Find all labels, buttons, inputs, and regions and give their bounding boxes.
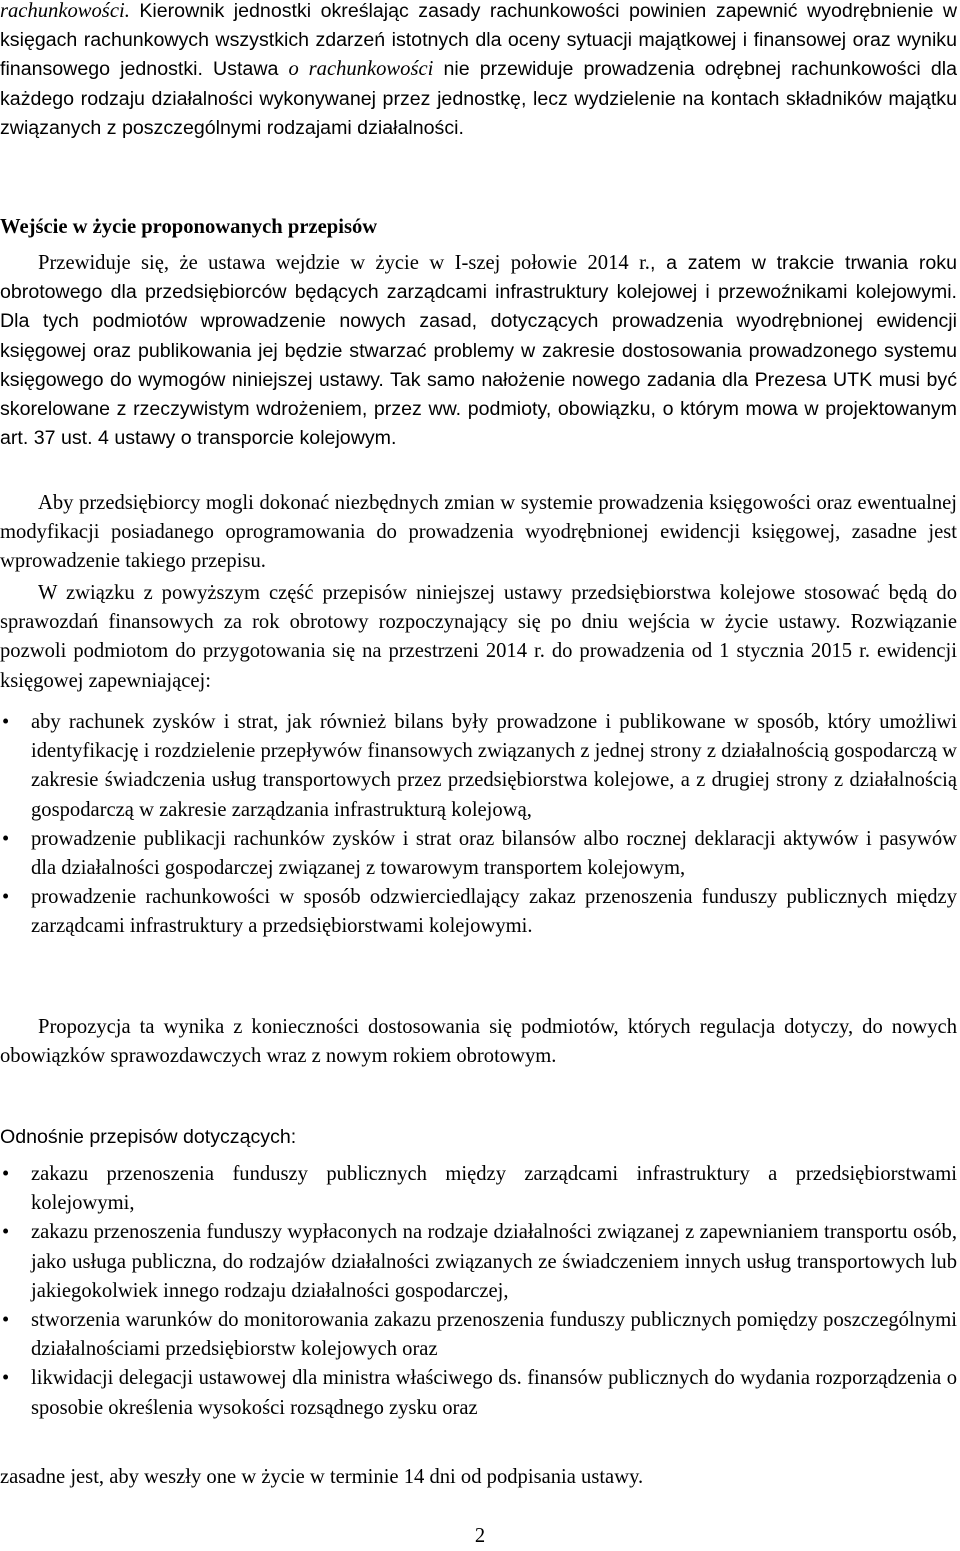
list-item-text: prowadzenie rachunkowości w sposób odzwierciedlający zakaz przenoszenia funduszy publicznych między zarządcami infrastruktury a przedsiębiorstwami kolejowymi. xyxy=(31,886,957,938)
list-item-text: zakazu przenoszenia funduszy publicznych między zarządcami infrastruktury a przedsiębiorstwami kolejowymi, xyxy=(31,1163,957,1215)
intro-run-sans-end: nie przewiduje prowadzenia odrębnej rachunkowości dla każdego rodzaju działalności wykonywanej przez jednostkę, lecz wydzielenie na kontach składników majątku związanych z poszczególnymi rodzajami działalności. xyxy=(0,58,958,139)
intro-run-sans: Kierownik jednostki określając zasady rachunkowości powinien zapewnić wyodrębnienie w księgach rachunkowych wszystkich zdarzeń istotnych dla oceny sytuacji majątkowej i finansowej oraz wyniku finansowego jednostki. Ustawa xyxy=(0,0,957,81)
intro-run-italic-title: o rachunkowości xyxy=(288,58,434,81)
intro-run-italic: rachunkowości. xyxy=(0,0,130,22)
bullet-icon: • xyxy=(2,1221,10,1244)
intro-paragraph xyxy=(0,0,957,143)
w-zwiazku-paragraph: W związku z powyższym część przepisów niniejszej ustawy przedsiębiorstwa kolejowe stosować będą do sprawozdań finansowych za rok obrotowy rozpoczynający się po dniu wejścia w życie ustawy. Rozwiązanie pozwoli podmiotom do przygotowania się na przestrzeni 2014 r. do prowadzenia od 1 stycznia 2015 r. ewidencji księgowej zapewniającej: xyxy=(0,582,957,692)
list-item xyxy=(0,883,957,941)
list-item-text: stworzenia warunków do monitorowania zakazu przenoszenia funduszy publicznych pomiędzy poszczególnymi działalnościami przedsiębiorstw kolejowych oraz xyxy=(31,1309,957,1361)
final-paragraph: zasadne jest, aby weszły one w życie w terminie 14 dni od podpisania ustawy. xyxy=(0,1466,644,1488)
bullet-list-provisions xyxy=(0,1160,957,1423)
bullet-icon: • xyxy=(2,711,10,733)
list-item xyxy=(0,1160,957,1218)
odnosnie-paragraph: Odnośnie przepisów dotyczących: xyxy=(0,1126,297,1148)
page-number: 2 xyxy=(474,1525,486,1547)
list-item xyxy=(0,1218,957,1306)
list-item xyxy=(0,708,957,825)
list-item-text: likwidacji delegacji ustawowej dla ministra właściwego ds. finansów publicznych do wydania rozporządzenia o sposobie określenia wysokości rozsądnego zysku oraz xyxy=(31,1367,957,1419)
entry-run-body: , a zatem w trakcie trwania roku obrotowego dla przedsiębiorców będących zarządcami infrastruktury kolejowej i przewoźnikami kolejowymi. Dla tych podmiotów wprowadzenie nowych zasad, dotyczących prowadzenia wyodrębnionej ewidencji księgowej oraz publikowania jej będzie stwarzać problemy w zakresie dostosowania prowadzonego systemu księgowego do wymogów niniejszej ustawy. Tak samo nałożenie nowego zadania dla Prezesa UTK musi być skorelowane z rzeczywistym wdrożeniem, przez ww. podmioty, obowiązku, o którym mowa w projektowanym art. 37 ust. 4 ustawy o transporcie kolejowym. xyxy=(0,252,957,450)
list-item-text: aby rachunek zysków i strat, jak również bilans były prowadzone i publikowane w sposób, który umożliwi identyfikację i rozdzielenie przepływów finansowych związanych z jednej strony z działalnością gospodarczą w zakresie świadczenia usług transportowych przez przedsiębiorstwa kolejowe, a z drugiej strony z działalnością gospodarczą w zakresie zarządzania infrastrukturą kolejową, xyxy=(31,711,957,821)
bullet-icon: • xyxy=(2,1163,10,1185)
entry-paragraph xyxy=(0,249,957,453)
bullet-icon: • xyxy=(2,1367,10,1390)
bullet-icon: • xyxy=(2,1309,10,1332)
bullet-icon: • xyxy=(2,886,10,909)
bullet-list-accounting xyxy=(0,708,957,942)
entry-run-date: Przewiduje się, że ustawa wejdzie w życie w I-szej połowie 2014 r. xyxy=(38,252,650,274)
bullet-icon: • xyxy=(2,827,10,850)
section-heading: Wejście w życie proponowanych przepisów xyxy=(0,216,378,238)
list-item-text: zakazu przenoszenia funduszy wypłaconych na rodzaje działalności związanej z zapewnianiem transportu osób, jako usługa publiczna, do rodzajów działalności związanych ze świadczeniem innych usług transportowych lub jakiegokolwiek innego rodzaju działalności gospodarczej, xyxy=(31,1221,957,1302)
list-item xyxy=(0,1306,957,1364)
list-item-text: prowadzenie publikacji rachunków zysków i strat oraz bilansów albo rocznej deklaracji aktywów i pasywów dla działalności gospodarczej związanej z towarowym transportem kolejowym, xyxy=(31,827,957,880)
list-item xyxy=(0,825,957,883)
list-item xyxy=(0,1364,957,1422)
propozycja-paragraph: Propozycja ta wynika z konieczności dostosowania się podmiotów, których regulacja dotyczy, do nowych obowiązków sprawozdawczych wraz z nowym rokiem obrotowym. xyxy=(0,1016,957,1068)
aby-paragraph: Aby przedsiębiorcy mogli dokonać niezbędnych zmian w systemie prowadzenia księgowości oraz ewentualnej modyfikacji posiadanego oprogramowania do prowadzenia wyodrębnionej ewidencji księgowej, zasadne jest wprowadzenie takiego przepisu. xyxy=(0,492,957,573)
